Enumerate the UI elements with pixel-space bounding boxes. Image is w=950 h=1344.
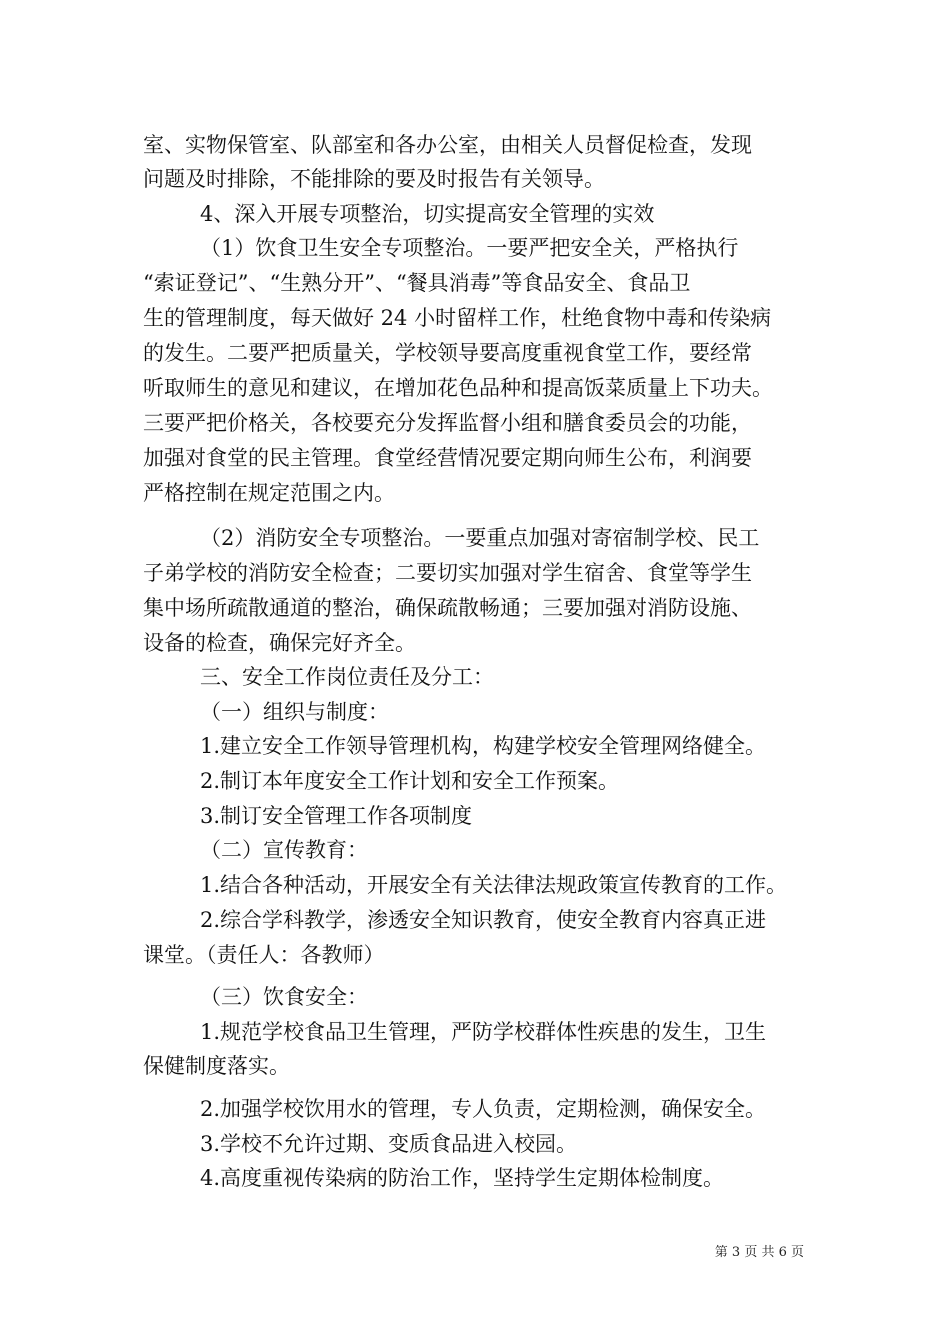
text-line: 课堂。（责任人：各教师） [143, 943, 385, 967]
text-line: 加强对食堂的民主管理。食堂经营情况要定期向师生公布，利润要 [143, 446, 752, 470]
text-line: 子弟学校的消防安全检查；二要切实加强对学生宿舍、食堂等学生 [143, 561, 752, 585]
text-line: 1.建立安全工作领导管理机构，构建学校安全管理网络健全。 [200, 734, 767, 758]
text-line: （二）宣传教育： [200, 838, 368, 862]
text-line: 严格控制在规定范围之内。 [143, 481, 395, 505]
text-line: 的发生。二要严把质量关，学校领导要高度重视食堂工作，要经常 [143, 341, 752, 365]
text-line: （1）饮食卫生安全专项整治。一要严把安全关，严格执行 [200, 236, 739, 260]
text-line: 1.结合各种活动，开展安全有关法律法规政策宣传教育的工作。 [200, 873, 788, 897]
text-line: 3.学校不允许过期、变质食品进入校园。 [200, 1132, 578, 1156]
text-line: （一）组织与制度： [200, 700, 389, 724]
text-line: （2）消防安全专项整治。一要重点加强对寄宿制学校、民工 [200, 526, 760, 550]
text-line: 问题及时排除，不能排除的要及时报告有关领导。 [143, 167, 605, 191]
text-line: 4、深入开展专项整治，切实提高安全管理的实效 [200, 202, 655, 226]
text-line: “索证登记”、“生熟分开”、“餐具消毒”等食品安全、食品卫 [143, 271, 691, 295]
text-line: 三要严把价格关，各校要充分发挥监督小组和膳食委员会的功能， [143, 411, 752, 435]
text-line: 设备的检查，确保完好齐全。 [143, 631, 416, 655]
text-line: 室、实物保管室、队部室和各办公室，由相关人员督促检查，发现 [143, 133, 752, 157]
text-line: 集中场所疏散通道的整治，确保疏散畅通；三要加强对消防设施、 [143, 596, 752, 620]
text-line: 保健制度落实。 [143, 1054, 290, 1078]
text-line: 2.综合学科教学，渗透安全知识教育，使安全教育内容真正进 [200, 908, 767, 932]
text-line: 1.规范学校食品卫生管理，严防学校群体性疾患的发生，卫生 [200, 1020, 767, 1044]
text-line: 听取师生的意见和建议，在增加花色品种和提高饭菜质量上下功夫。 [143, 376, 773, 400]
text-line: 生的管理制度，每天做好 24 小时留样工作，杜绝食物中毒和传染病 [143, 306, 772, 330]
text-line: 三、安全工作岗位责任及分工： [200, 665, 494, 689]
text-line: 3.制订安全管理工作各项制度 [200, 804, 473, 828]
text-line: 2.加强学校饮用水的管理，专人负责，定期检测，确保安全。 [200, 1097, 767, 1121]
text-line: 4.高度重视传染病的防治工作，坚持学生定期体检制度。 [200, 1166, 725, 1190]
text-line: 2.制订本年度安全工作计划和安全工作预案。 [200, 769, 620, 793]
text-line: （三）饮食安全： [200, 985, 368, 1009]
page-number-footer: 第 3 页 共 6 页 [714, 1245, 804, 1260]
